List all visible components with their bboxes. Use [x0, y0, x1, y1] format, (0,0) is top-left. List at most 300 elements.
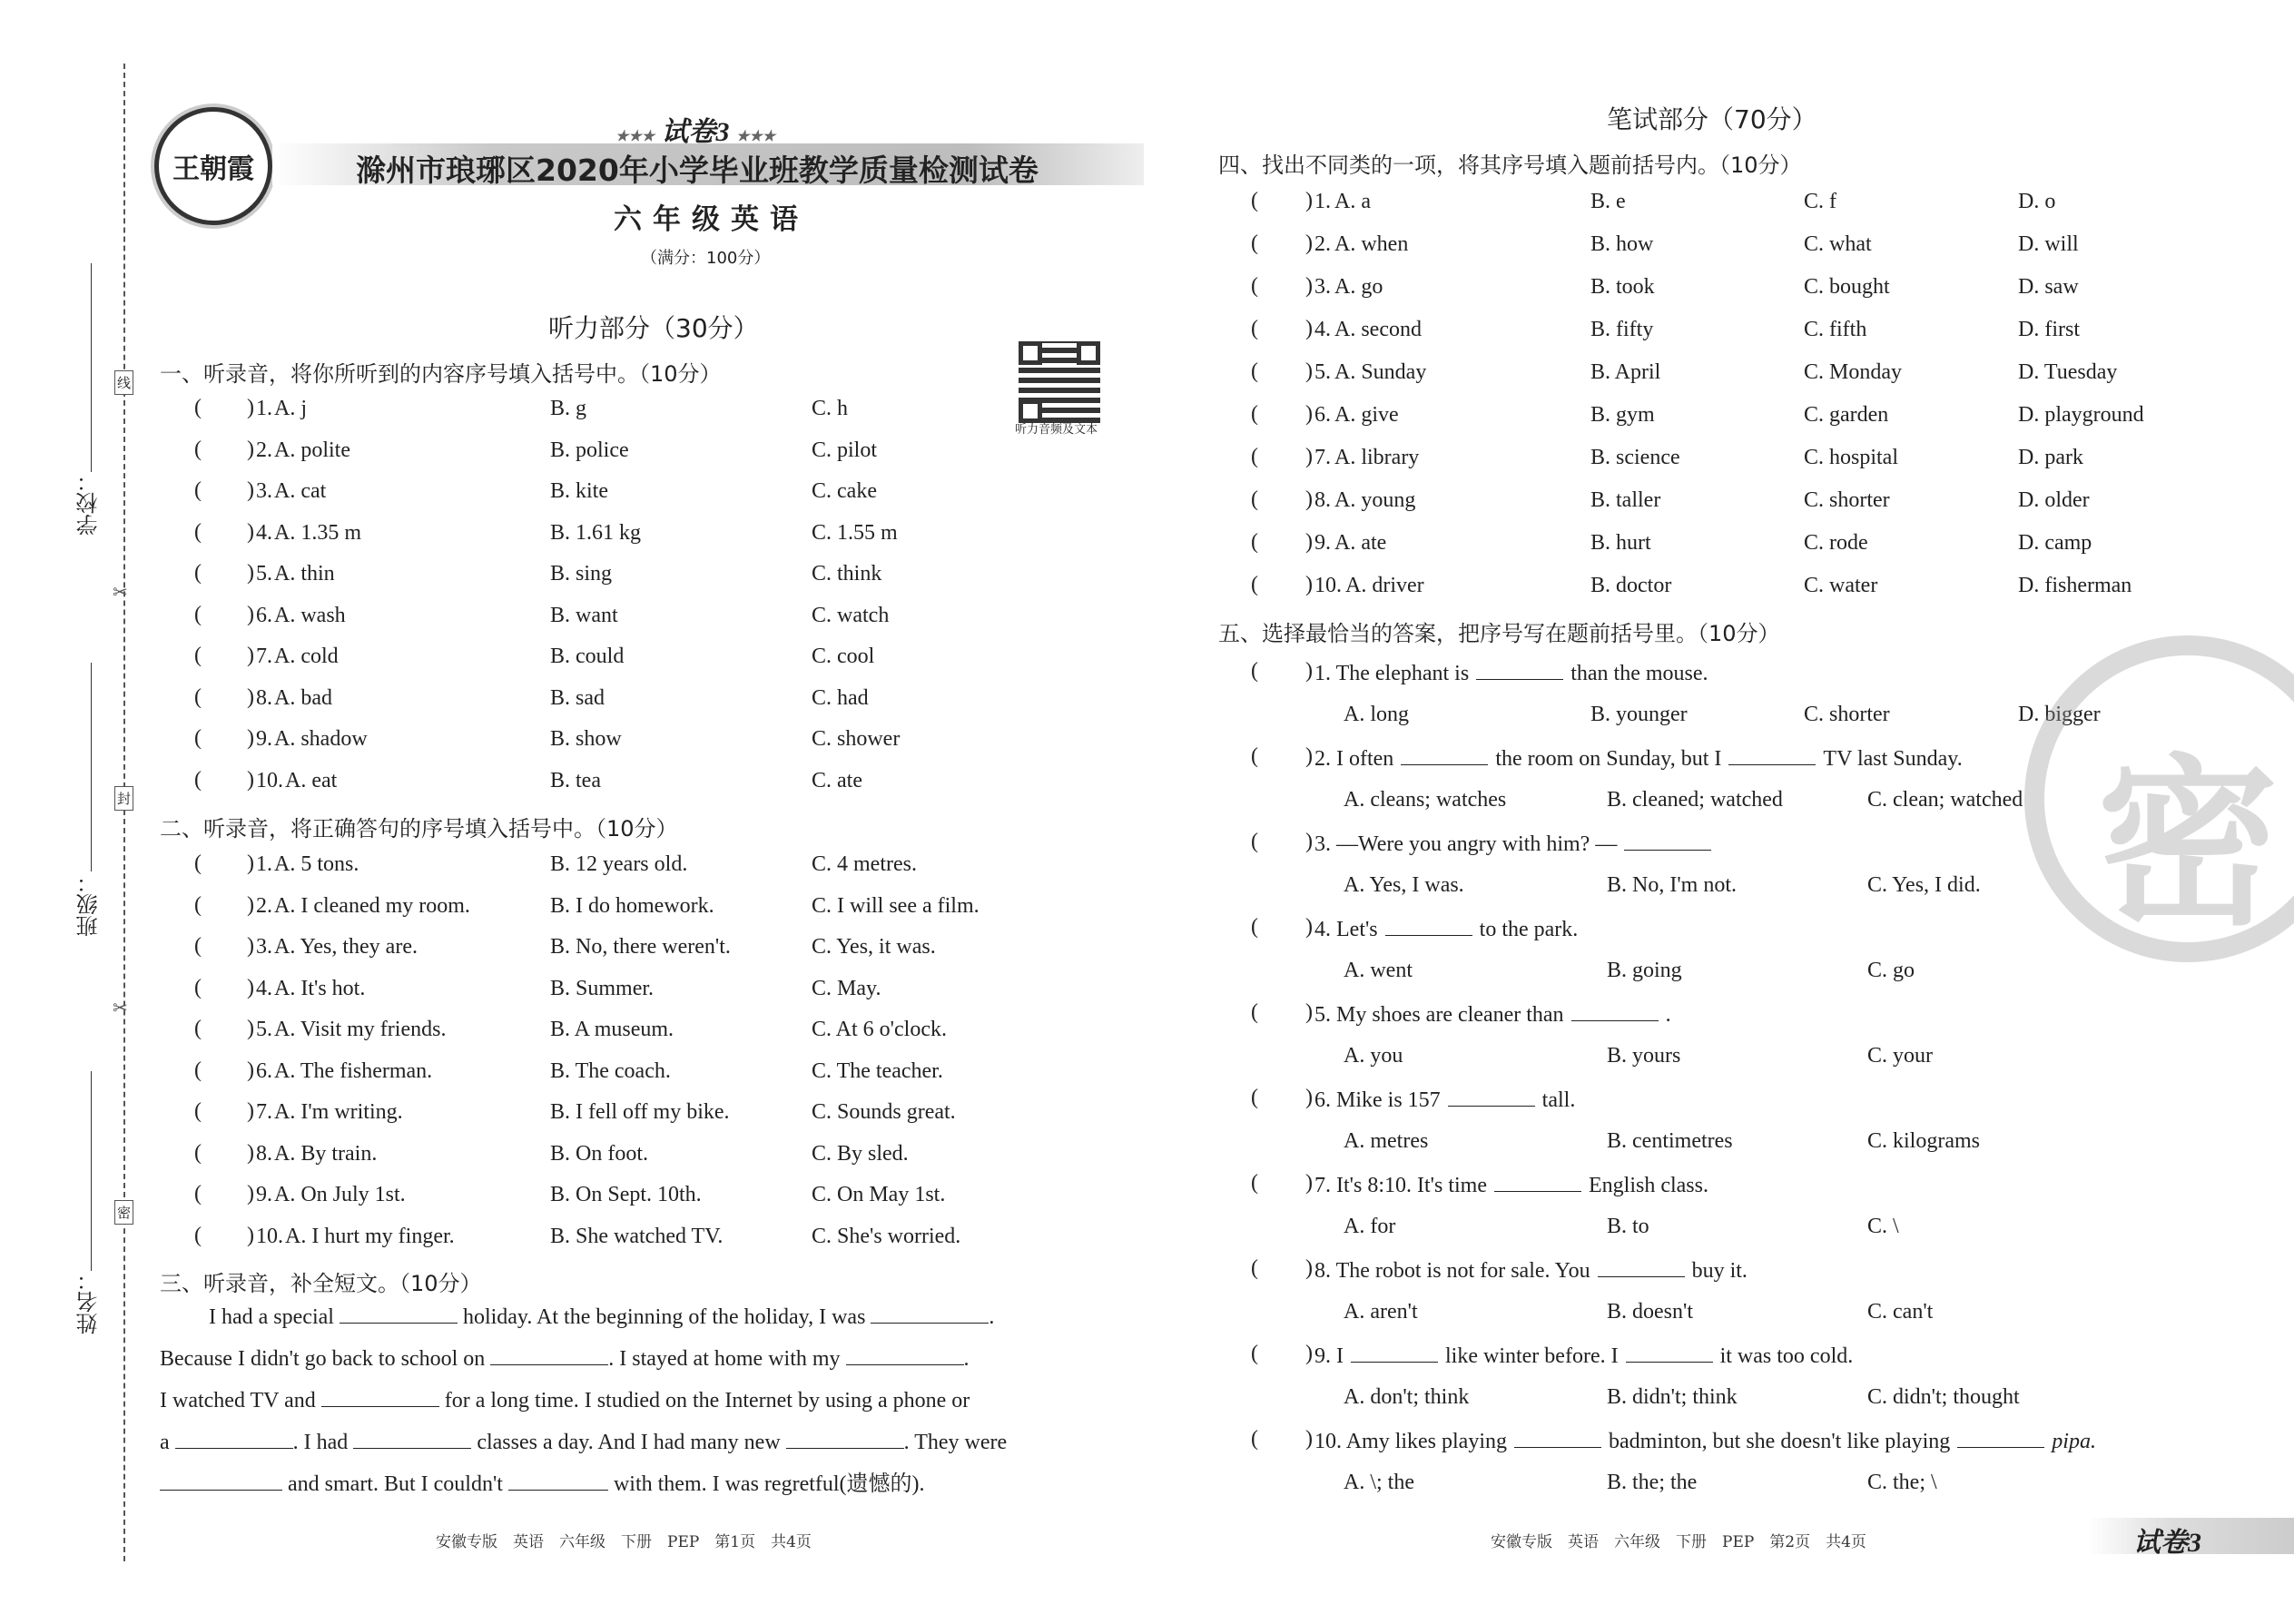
option-b[interactable]: B. could	[550, 645, 625, 668]
option-c[interactable]: C. She's worried.	[812, 1224, 961, 1248]
qr-code[interactable]	[1019, 341, 1100, 423]
logo-text: 王朝霞	[172, 153, 254, 185]
scissors-icon: ✂	[113, 999, 128, 1019]
question-number: 5	[1314, 1003, 1325, 1027]
option-a[interactable]: A. give	[1334, 403, 1399, 427]
seal-watermark-char: 密	[2096, 739, 2279, 950]
option-c[interactable]: C. f	[1804, 190, 1836, 213]
option-a[interactable]: A. driver	[1345, 574, 1424, 597]
stem-text: buy it.	[1691, 1259, 1748, 1283]
part3-heading: 三、听录音，补全短文。（10分）	[160, 1271, 482, 1296]
option-a[interactable]: A. \; the	[1344, 1471, 1414, 1494]
option-c[interactable]: C. didn't; thought	[1867, 1385, 2020, 1409]
cloze-line: and smart. But I couldn't with them. I was regretful(遗憾的).	[160, 1463, 1136, 1505]
option-d[interactable]: D. o	[2018, 190, 2056, 213]
answer-blank[interactable]	[1957, 1429, 2044, 1448]
part4-heading: 四、找出不同类的一项，将其序号填入题前括号内。（10分）	[1218, 153, 1802, 178]
answer-bracket[interactable]: (	[1251, 659, 1258, 683]
question-stem	[1314, 1343, 1853, 1367]
option-c[interactable]: C. On May 1st.	[812, 1183, 946, 1206]
option-a[interactable]: A. second	[1334, 318, 1422, 341]
answer-bracket[interactable]: (	[194, 934, 202, 958]
option-b[interactable]: B. centimetres	[1607, 1129, 1733, 1153]
question-number-dot: .	[267, 438, 272, 462]
answer-bracket-close: )	[1305, 1000, 1313, 1024]
answer-bracket[interactable]: (	[194, 767, 202, 792]
option-a[interactable]: A. a	[1334, 190, 1371, 213]
school-label: 学校：	[76, 470, 102, 536]
answer-bracket-close: )	[247, 644, 254, 667]
answer-bracket[interactable]: (	[1251, 317, 1258, 340]
answer-blank[interactable]	[1598, 1258, 1685, 1277]
part5-heading: 五、选择最恰当的答案，把序号写在题前括号里。（10分）	[1218, 621, 1780, 646]
answer-blank[interactable]	[1448, 1088, 1535, 1107]
question-stem	[1314, 746, 1963, 770]
option-b[interactable]: B. kite	[550, 479, 608, 503]
question-number-dot: .	[1336, 1430, 1346, 1453]
option-a[interactable]: A. went	[1344, 959, 1413, 982]
question-number: 9	[256, 727, 267, 751]
answer-bracket[interactable]: (	[1251, 744, 1258, 768]
option-c[interactable]: C. At 6 o'clock.	[812, 1018, 947, 1041]
question-number-dot: .	[267, 479, 272, 503]
corner-tag-text: 试卷3	[2133, 1528, 2201, 1558]
seal-xian: 线	[114, 370, 133, 395]
option-c[interactable]: C. Monday	[1804, 360, 1902, 384]
answer-blank[interactable]	[1624, 832, 1711, 851]
answer-bracket[interactable]: (	[194, 684, 202, 709]
cloze-passage	[160, 1296, 1136, 1505]
answer-blank[interactable]	[1571, 1002, 1659, 1021]
option-c[interactable]: C. cake	[812, 479, 877, 503]
option-b[interactable]: B. e	[1590, 190, 1626, 213]
option-b[interactable]: B. The coach.	[550, 1058, 671, 1083]
cloze-blank-8[interactable]	[786, 1430, 904, 1449]
option-a[interactable]: A. j	[274, 397, 307, 420]
option-d[interactable]: D. camp	[2018, 531, 2092, 555]
question-number: 7	[256, 1100, 267, 1124]
answer-blank[interactable]	[1385, 917, 1472, 936]
page2-footer: 安徽专版 英语 六年级 下册 PEP 第2页 共4页	[1491, 1533, 1866, 1551]
option-c[interactable]: C. 4 metres.	[812, 852, 917, 876]
question-number: 5	[256, 1018, 267, 1041]
stem-text: It's 8:10. It's time	[1336, 1174, 1487, 1197]
answer-bracket[interactable]: (	[1251, 573, 1258, 596]
answer-bracket[interactable]: (	[1251, 1427, 1258, 1451]
answer-bracket-close: )	[1305, 487, 1313, 511]
option-b[interactable]: B. sad	[550, 685, 605, 710]
stem-text: the room on Sunday, but I	[1495, 747, 1722, 771]
question-number-dot: .	[267, 562, 272, 586]
answer-bracket[interactable]: (	[1251, 830, 1258, 853]
question-number: 2	[1314, 232, 1325, 256]
option-b[interactable]: B. On foot.	[550, 1141, 648, 1166]
answer-bracket-close: )	[1305, 1342, 1313, 1365]
option-b[interactable]: B. show	[550, 727, 622, 751]
option-b[interactable]: B. g	[550, 397, 587, 420]
option-a[interactable]: A. thin	[274, 562, 335, 586]
question-number: 4	[1314, 318, 1325, 341]
answer-bracket[interactable]: (	[194, 437, 202, 461]
answer-bracket-close: )	[247, 975, 254, 999]
option-c[interactable]: C. I will see a film.	[812, 893, 980, 918]
question-number-dot: .	[267, 603, 272, 627]
option-c[interactable]: C. your	[1867, 1044, 1933, 1068]
option-c[interactable]: C. May.	[812, 976, 881, 1000]
answer-blank[interactable]	[1728, 746, 1816, 765]
option-a[interactable]: A. ate	[1334, 531, 1387, 555]
option-c[interactable]: C. h	[812, 397, 849, 420]
cloze-blank-5[interactable]	[321, 1388, 439, 1407]
option-d[interactable]: D. playground	[2018, 403, 2144, 427]
option-a[interactable]: A. cleans; watches	[1344, 788, 1507, 812]
answer-bracket[interactable]: (	[1251, 530, 1258, 554]
name-underline	[91, 1071, 92, 1271]
corner-tag	[2088, 1518, 2294, 1558]
option-b[interactable]: B. A museum.	[550, 1018, 674, 1041]
option-c[interactable]: C. water	[1804, 574, 1878, 597]
question-stem	[1314, 1429, 2096, 1452]
option-a[interactable]: A. Yes, I was.	[1344, 873, 1464, 897]
question-number-dot: .	[267, 1100, 272, 1124]
question-number-dot: .	[267, 520, 272, 545]
option-a[interactable]: A. long	[1344, 703, 1409, 726]
stem-text: TV last Sunday.	[1823, 747, 1963, 771]
question-number-dot: .	[1325, 918, 1336, 941]
cloze-line: I watched TV and for a long time. I studied on the Internet by using a phone or	[160, 1389, 970, 1412]
option-a[interactable]: A. cat	[274, 479, 327, 503]
option-c[interactable]: C. Sounds great.	[812, 1100, 956, 1124]
question-stem	[1314, 1173, 1708, 1196]
option-d[interactable]: D. Tuesday	[2018, 360, 2118, 384]
option-c[interactable]: C. kilograms	[1867, 1129, 1980, 1153]
answer-bracket-close: )	[1305, 1086, 1313, 1109]
stem-text: than the mouse.	[1570, 662, 1708, 685]
answer-blank[interactable]	[1514, 1429, 1601, 1448]
cloze-blank-1[interactable]	[340, 1304, 458, 1324]
question-number: 10	[256, 1224, 278, 1248]
cloze-blank-6[interactable]	[175, 1430, 293, 1449]
answer-bracket-close: )	[247, 1140, 254, 1165]
question-number: 10	[1314, 574, 1336, 597]
option-c[interactable]: C. go	[1867, 959, 1915, 982]
option-b[interactable]: B. police	[550, 438, 629, 462]
option-a[interactable]: A. polite	[274, 438, 350, 462]
answer-bracket[interactable]: (	[194, 1058, 202, 1082]
question-number: 3	[256, 479, 267, 503]
answer-bracket[interactable]: (	[1251, 1000, 1258, 1024]
answer-bracket[interactable]: (	[1251, 402, 1258, 426]
option-b[interactable]: B. I do homework.	[550, 893, 714, 918]
answer-bracket-close: )	[247, 478, 254, 502]
answer-bracket[interactable]: (	[194, 1223, 202, 1247]
option-b[interactable]: B. Summer.	[550, 976, 655, 1000]
answer-bracket-close: )	[247, 851, 254, 875]
question-number-dot: .	[267, 976, 272, 1000]
option-b[interactable]: B. younger	[1590, 703, 1688, 726]
question-number-dot: .	[1325, 662, 1336, 685]
question-number: 10	[1314, 1430, 1336, 1453]
option-a[interactable]: A. By train.	[274, 1141, 378, 1166]
option-a[interactable]: A. aren't	[1344, 1300, 1418, 1324]
option-a[interactable]: A. Sunday	[1334, 360, 1427, 384]
answer-bracket[interactable]: (	[1251, 1256, 1258, 1280]
option-b[interactable]: B. to	[1607, 1215, 1649, 1238]
answer-bracket[interactable]: (	[194, 1017, 202, 1040]
question-number: 10	[256, 768, 278, 792]
option-c[interactable]: C. 1.55 m	[812, 520, 898, 545]
answer-bracket[interactable]: (	[1251, 359, 1258, 383]
option-a[interactable]: A. It's hot.	[274, 976, 366, 1000]
answer-bracket[interactable]: (	[1251, 915, 1258, 939]
answer-bracket[interactable]: (	[194, 561, 202, 585]
question-number: 8	[1314, 1259, 1325, 1283]
answer-bracket[interactable]: (	[1251, 231, 1258, 255]
option-b[interactable]: B. cleaned; watched	[1607, 788, 1783, 812]
option-c[interactable]: C. what	[1804, 232, 1872, 256]
option-b[interactable]: B. gym	[1590, 403, 1655, 427]
option-a[interactable]: A. you	[1344, 1044, 1403, 1068]
cloze-blank-10[interactable]	[508, 1471, 608, 1491]
option-a[interactable]: A. Yes, they are.	[274, 935, 418, 959]
question-stem	[1314, 832, 1718, 855]
option-a[interactable]: A. shadow	[274, 727, 368, 751]
option-b[interactable]: B. April	[1590, 360, 1661, 384]
option-a[interactable]: A. library	[1334, 446, 1420, 469]
question-number-dot: .	[267, 893, 272, 918]
option-a[interactable]: A. On July 1st.	[274, 1183, 406, 1206]
option-a[interactable]: A. cold	[274, 645, 339, 668]
option-c[interactable]: C. had	[812, 685, 869, 710]
answer-bracket[interactable]: (	[194, 726, 202, 750]
option-b[interactable]: B. I fell off my bike.	[550, 1100, 730, 1124]
binding-dashed-line	[123, 64, 125, 1561]
option-b[interactable]: B. how	[1590, 232, 1654, 256]
option-c[interactable]: C. watch	[812, 603, 890, 627]
option-a[interactable]: A. The fisherman.	[274, 1058, 433, 1083]
stem-text: —Were you angry with him? —	[1336, 832, 1618, 856]
answer-bracket-close: )	[1305, 744, 1313, 768]
option-b[interactable]: B. sing	[550, 562, 613, 586]
option-a[interactable]: A. don't; think	[1344, 1385, 1470, 1409]
option-b[interactable]: B. going	[1607, 959, 1682, 982]
question-number: 5	[256, 562, 267, 586]
answer-bracket[interactable]: (	[1251, 1171, 1258, 1195]
option-c[interactable]: C. hospital	[1804, 446, 1899, 469]
option-a[interactable]: A. eat	[285, 768, 338, 792]
option-c[interactable]: C. By sled.	[812, 1141, 909, 1166]
answer-bracket[interactable]: (	[194, 478, 202, 502]
answer-bracket[interactable]: (	[1251, 487, 1258, 511]
answer-bracket[interactable]: (	[194, 644, 202, 667]
option-a[interactable]: A. I cleaned my room.	[274, 893, 470, 918]
option-c[interactable]: C. bought	[1804, 275, 1890, 299]
answer-bracket[interactable]: (	[194, 975, 202, 999]
option-c[interactable]: C. \	[1867, 1215, 1899, 1238]
answer-bracket[interactable]: (	[1251, 189, 1258, 212]
option-b[interactable]: B. the; the	[1607, 1471, 1698, 1494]
seal-feng: 封	[114, 786, 133, 811]
question-number: 2	[1314, 747, 1325, 771]
option-b[interactable]: B. want	[550, 603, 618, 627]
option-c[interactable]: C. fifth	[1804, 318, 1867, 341]
option-a[interactable]: A. 5 tons.	[274, 852, 359, 876]
option-d[interactable]: D. will	[2018, 232, 2079, 256]
option-c[interactable]: C. pilot	[812, 438, 878, 462]
option-b[interactable]: B. didn't; think	[1607, 1385, 1738, 1409]
qr-caption: 听力音频及文本	[1015, 423, 1098, 437]
answer-bracket-close: )	[247, 519, 254, 544]
answer-bracket[interactable]: (	[194, 396, 202, 419]
option-b[interactable]: B. fifty	[1590, 318, 1654, 341]
option-d[interactable]: D. bigger	[2018, 703, 2101, 726]
answer-bracket-close: )	[247, 561, 254, 585]
option-b[interactable]: B. tea	[550, 768, 601, 792]
option-c[interactable]: C. Yes, I did.	[1867, 873, 1981, 897]
option-a[interactable]: A. bad	[274, 685, 332, 710]
answer-blank[interactable]	[1351, 1343, 1438, 1363]
option-a[interactable]: A. 1.35 m	[274, 520, 361, 545]
stem-text: Let's	[1336, 918, 1378, 941]
answer-bracket-close: )	[247, 396, 254, 419]
option-c[interactable]: C. shower	[812, 727, 901, 751]
answer-bracket[interactable]: (	[194, 519, 202, 544]
question-number: 7	[1314, 1174, 1325, 1197]
answer-blank[interactable]	[1494, 1173, 1581, 1192]
option-c[interactable]: C. rode	[1804, 531, 1868, 555]
option-c[interactable]: C. shorter	[1804, 488, 1890, 512]
option-b[interactable]: B. She watched TV.	[550, 1224, 724, 1248]
full-score: （满分：100分）	[641, 249, 771, 268]
answer-bracket-close: )	[247, 726, 254, 750]
option-a[interactable]: A. when	[1334, 232, 1409, 256]
question-number: 4	[256, 520, 267, 545]
option-b[interactable]: B. doctor	[1590, 574, 1672, 597]
option-b[interactable]: B. took	[1590, 275, 1655, 299]
option-a[interactable]: A. I'm writing.	[274, 1100, 403, 1124]
answer-bracket-close: )	[1305, 274, 1313, 298]
stem-text: Amy likes playing	[1345, 1430, 1508, 1453]
answer-blank[interactable]	[1476, 661, 1563, 680]
cloze-blank-4[interactable]	[846, 1346, 964, 1365]
question-number-dot: .	[1325, 488, 1331, 512]
option-b[interactable]: B. No, I'm not.	[1607, 873, 1737, 897]
answer-blank[interactable]	[1626, 1343, 1713, 1363]
answer-bracket[interactable]: (	[194, 892, 202, 917]
stem-text: Mike is 157	[1336, 1088, 1441, 1112]
stem-text: The robot is not for sale. You	[1335, 1259, 1590, 1283]
option-c[interactable]: C. cool	[812, 645, 875, 668]
option-c[interactable]: C. Yes, it was.	[812, 935, 936, 959]
option-b[interactable]: B. yours	[1607, 1044, 1681, 1068]
answer-bracket[interactable]: (	[1251, 445, 1258, 468]
question-number: 9	[1314, 1344, 1325, 1368]
option-b[interactable]: B. 12 years old.	[550, 852, 688, 876]
answer-bracket[interactable]: (	[194, 1182, 202, 1206]
question-stem	[1314, 661, 1708, 684]
paper-tag-text: 试卷3	[661, 117, 730, 147]
option-b[interactable]: B. No, there weren't.	[550, 935, 731, 959]
answer-bracket-close: )	[247, 1058, 254, 1082]
answer-bracket-close: )	[1305, 573, 1313, 596]
question-number: 2	[256, 893, 267, 918]
option-c[interactable]: C. garden	[1804, 403, 1889, 427]
star-icon: ★★★	[736, 129, 776, 144]
cloze-blank-3[interactable]	[490, 1346, 608, 1365]
part1-heading: 一、听录音，将你所听到的内容序号填入括号中。（10分）	[160, 361, 722, 387]
question-number-dot: .	[1325, 1088, 1336, 1112]
option-a[interactable]: A. metres	[1344, 1129, 1429, 1153]
option-c[interactable]: C. think	[812, 562, 882, 586]
question-number-dot: .	[267, 1141, 272, 1166]
option-a[interactable]: A. young	[1334, 488, 1416, 512]
question-number: 7	[1314, 446, 1325, 469]
writing-section-title: 笔试部分（70分）	[1607, 104, 1817, 134]
option-d[interactable]: D. fisherman	[2018, 574, 2132, 597]
cloze-blank-2[interactable]	[871, 1304, 989, 1324]
option-a[interactable]: A. I hurt my finger.	[285, 1224, 455, 1248]
option-c[interactable]: C. The teacher.	[812, 1058, 943, 1083]
option-c[interactable]: C. ate	[812, 768, 862, 792]
option-d[interactable]: D. park	[2018, 446, 2083, 469]
option-a[interactable]: A. wash	[274, 603, 346, 627]
question-number-dot: .	[267, 852, 272, 876]
option-c[interactable]: C. can't	[1867, 1300, 1934, 1324]
option-a[interactable]: A. Visit my friends.	[274, 1018, 447, 1041]
option-b[interactable]: B. taller	[1590, 488, 1661, 512]
answer-bracket-close: )	[1305, 530, 1313, 554]
cloze-blank-7[interactable]	[353, 1430, 471, 1449]
option-b[interactable]: B. 1.61 kg	[550, 520, 642, 545]
question-number: 6	[1314, 403, 1325, 427]
answer-bracket[interactable]: (	[194, 1140, 202, 1165]
option-a[interactable]: A. for	[1344, 1215, 1396, 1238]
answer-bracket[interactable]: (	[1251, 1342, 1258, 1365]
question-number-dot: .	[267, 1183, 272, 1206]
option-c[interactable]: C. clean; watched	[1867, 788, 2023, 812]
question-number: 9	[1314, 531, 1325, 555]
option-d[interactable]: D. saw	[2018, 275, 2079, 299]
cloze-blank-9[interactable]	[160, 1471, 282, 1491]
option-c[interactable]: C. shorter	[1804, 703, 1890, 726]
question-number-dot: .	[1325, 531, 1331, 555]
stem-text: tall.	[1541, 1088, 1576, 1112]
stem-text: I	[1336, 1344, 1344, 1368]
star-icon: ★★★	[615, 129, 655, 144]
option-b[interactable]: B. hurt	[1590, 531, 1651, 555]
answer-bracket[interactable]: (	[1251, 274, 1258, 298]
option-b[interactable]: B. science	[1590, 446, 1680, 469]
option-b[interactable]: B. doesn't	[1607, 1300, 1693, 1324]
option-a[interactable]: A. go	[1334, 275, 1383, 299]
question-number: 1	[1314, 190, 1325, 213]
question-stem	[1314, 1258, 1748, 1282]
option-c[interactable]: C. the; \	[1867, 1471, 1937, 1494]
answer-bracket[interactable]: (	[1251, 1086, 1258, 1109]
option-d[interactable]: D. older	[2018, 488, 2090, 512]
question-number: 3	[1314, 275, 1325, 299]
answer-bracket-close: )	[247, 934, 254, 958]
question-number-dot: .	[267, 935, 272, 959]
option-b[interactable]: B. On Sept. 10th.	[550, 1183, 702, 1206]
question-number-dot: .	[1325, 190, 1331, 213]
answer-bracket[interactable]: (	[194, 602, 202, 626]
answer-blank[interactable]	[1401, 746, 1488, 765]
option-d[interactable]: D. first	[2018, 318, 2080, 341]
answer-bracket[interactable]: (	[194, 1099, 202, 1123]
answer-bracket[interactable]: (	[194, 851, 202, 875]
stem-text: badminton, but she doesn't like playing	[1609, 1430, 1951, 1453]
